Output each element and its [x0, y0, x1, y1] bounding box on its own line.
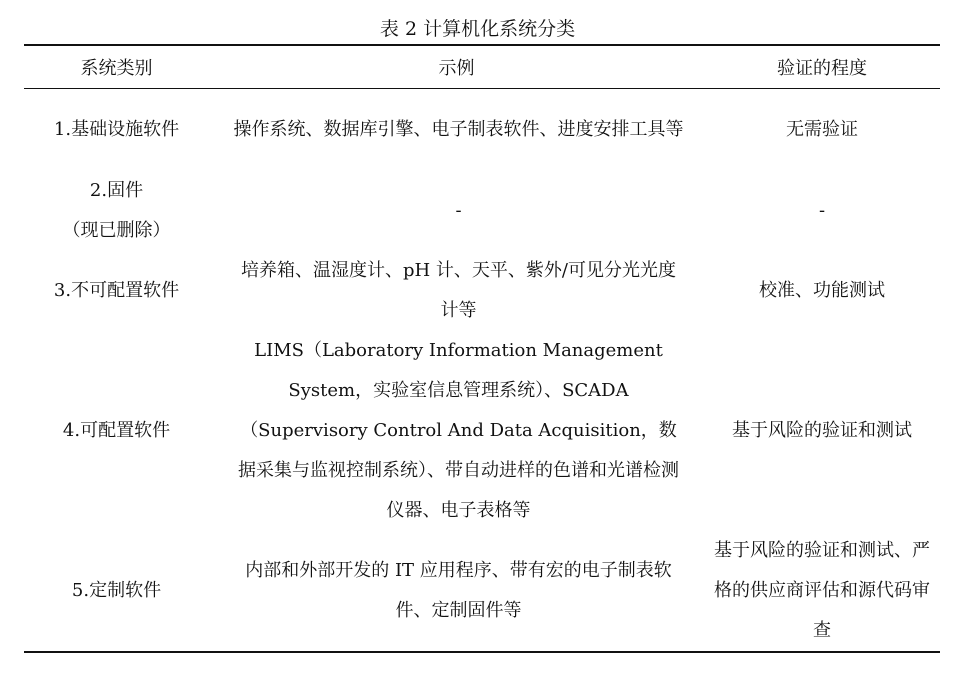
- cell-examples: 内部和外部开发的 IT 应用程序、带有宏的电子制表软件、定制固件等: [245, 560, 672, 621]
- cell-validation: -: [818, 200, 826, 221]
- table-row: [24, 531, 940, 651]
- cell-validation: 基于风险的验证和测试: [732, 420, 912, 441]
- cell-validation: 校准、功能测试: [759, 280, 885, 301]
- header-validation: 验证的程度: [704, 46, 940, 89]
- cell-examples: 培养箱、温湿度计、pH 计、天平、紫外/可见分光光度计等: [240, 260, 676, 321]
- cell-category: 4.可配置软件: [62, 420, 171, 441]
- category-line: 2.固件: [89, 180, 144, 201]
- table-row: [24, 171, 940, 251]
- header-category: 系统类别: [24, 46, 209, 89]
- table-header: [24, 46, 940, 89]
- table-caption: 表 2 计算机化系统分类: [379, 18, 576, 40]
- cell-examples: LIMS（Laboratory Information Management System，实验室信息管理系统）、SCADA（Supervisory Control And Data Acquisition，数据采集与监视控制系统）、带自动进样的色谱和光谱检测仪器、电子表格等: [238, 340, 679, 521]
- table-body: [24, 89, 940, 652]
- cell-examples: 操作系统、数据库引擎、电子制表软件、进度安排工具等: [233, 119, 684, 140]
- cell-category: 3.不可配置软件: [53, 280, 180, 301]
- cell-validation: 无需验证: [786, 119, 858, 140]
- cell-category: 5.定制软件: [71, 580, 162, 601]
- header-row: [24, 46, 940, 89]
- table-row: [24, 251, 940, 331]
- header-examples: 示例: [209, 46, 704, 89]
- table-row: [24, 89, 940, 172]
- classification-table-wrapper: [24, 44, 940, 653]
- cell-validation: 基于风险的验证和测试、严格的供应商评估和源代码审查: [714, 540, 930, 641]
- cell-category: [24, 171, 209, 251]
- category-note: （现已删除）: [62, 220, 171, 241]
- classification-table: [24, 46, 940, 651]
- cell-examples: -: [455, 200, 462, 221]
- table-row: [24, 331, 940, 531]
- cell-category: 1.基础设施软件: [53, 119, 180, 140]
